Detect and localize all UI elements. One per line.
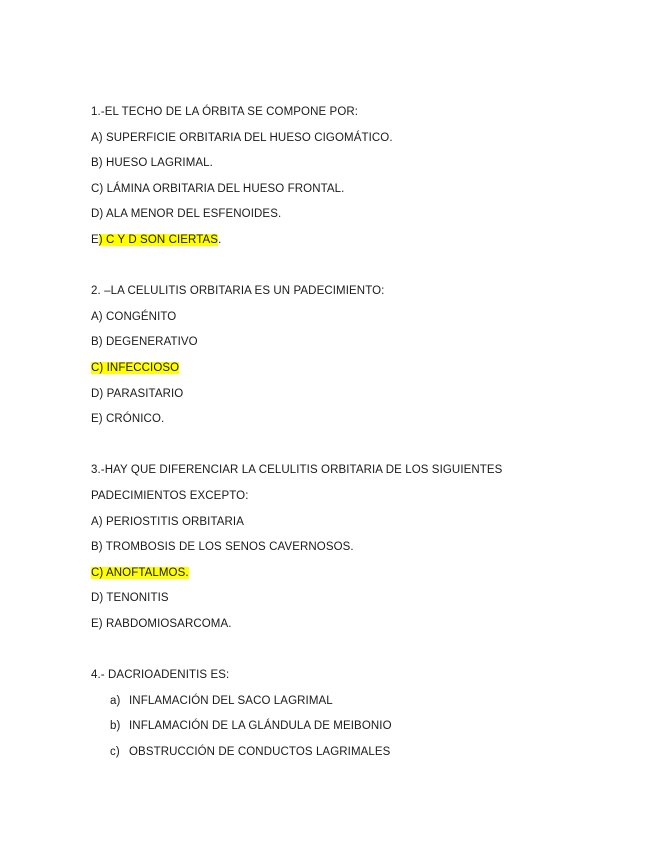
spacer [91,433,611,459]
list-marker: b) [110,720,121,733]
question-2-option-b: B) DEGENERATIVO [91,336,198,349]
option-text: INFLAMACIÓN DEL SACO LAGRIMAL [129,694,333,707]
spacer [91,637,611,663]
option-e-prefix: E [91,233,99,246]
question-3 [91,458,611,637]
question-3-title-line-1: 3.-HAY QUE DIFERENCIAR LA CELULITIS ORBITARIA DE LOS SIGUIENTES [91,464,503,477]
question-3-title-line-2: PADECIMIENTOS EXCEPTO: [91,489,249,502]
highlighted-answer: ) C Y D SON CIERTAS [98,233,219,246]
question-1-option-b: B) HUESO LAGRIMAL. [91,157,213,170]
question-3-option-b: B) TROMBOSIS DE LOS SENOS CAVERNOSOS. [91,541,354,554]
highlighted-answer: C) INFECCIOSO [91,361,180,374]
option-text: OBSTRUCCIÓN DE CONDUCTOS LAGRIMALES [129,745,391,758]
question-1-title: 1.-EL TECHO DE LA ÓRBITA SE COMPONE POR: [91,106,359,118]
question-4-option-b [91,714,611,740]
question-1-option-e [91,228,611,254]
question-2-title: 2. –LA CELULITIS ORBITARIA ES UN PADECIMIENTO: [91,285,385,298]
question-4-option-a [91,689,611,715]
question-3-option-d: D) TENONITIS [91,592,169,605]
question-4-option-c [91,740,611,766]
question-4-title: 4.- DACRIOADENITIS ES: [91,669,230,682]
question-3-option-e: E) RABDOMIOSARCOMA. [91,617,232,630]
highlighted-answer: C) ANOFTALMOS. [91,566,189,579]
spacer [91,254,611,280]
question-3-option-c [91,561,611,587]
quiz-content [91,100,611,765]
list-marker: c) [110,745,120,758]
question-2-option-d: D) PARASITARIO [91,387,184,400]
question-1-option-c: C) LÁMINA ORBITARIA DEL HUESO FRONTAL. [91,182,345,195]
question-4 [91,663,611,765]
question-2-option-c [91,356,611,382]
option-e-suffix: . [218,233,222,246]
question-2-option-a: A) CONGÉNITO [91,310,177,323]
question-1-option-d: D) ALA MENOR DEL ESFENOIDES. [91,208,282,221]
question-2 [91,279,611,433]
question-3-option-a: A) PERIOSTITIS ORBITARIA [91,515,244,528]
question-2-option-e: E) CRÓNICO. [91,413,165,426]
question-1 [91,100,611,254]
option-text: INFLAMACIÓN DE LA GLÁNDULA DE MEIBONIO [129,720,392,733]
list-marker: a) [110,694,121,707]
question-1-option-a: A) SUPERFICIE ORBITARIA DEL HUESO CIGOMÁTICO. [91,131,393,144]
